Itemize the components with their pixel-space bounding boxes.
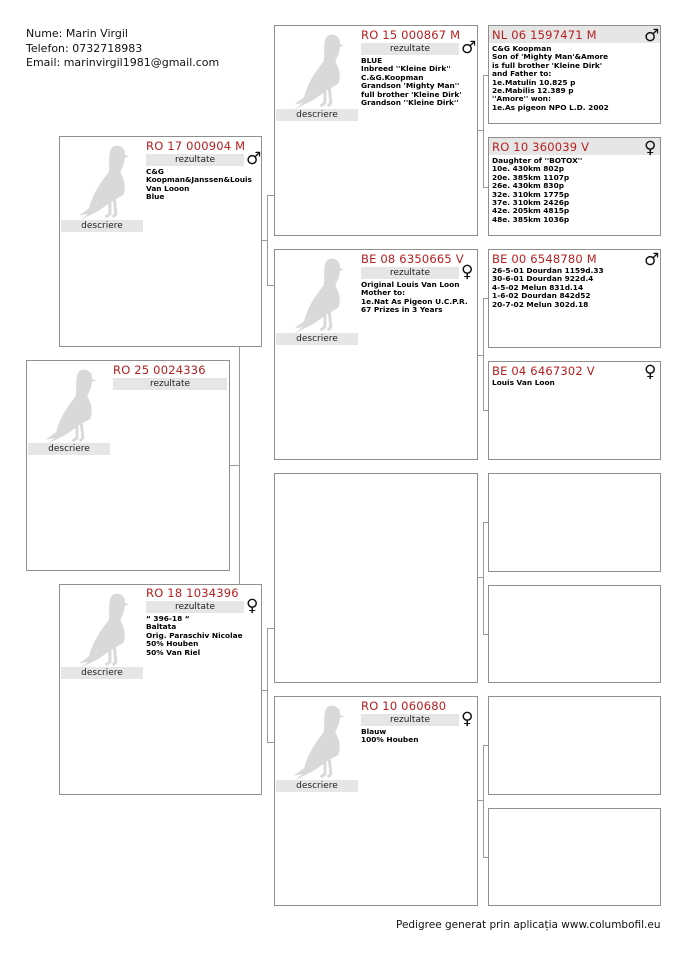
results-button[interactable]: rezultate [361, 714, 459, 726]
female-icon: ♀ [461, 709, 474, 729]
connector [267, 628, 268, 742]
male-icon: ♂ [246, 149, 262, 169]
pigeon-silhouette-icon [281, 703, 357, 783]
pedigree-card-dds[interactable] [488, 696, 661, 795]
connector [483, 522, 484, 634]
pigeon-details: Original Louis Van Loon Mother to: 1e.Nat As Pigeon U.C.P.R. 67 Prizes in 3 Years [361, 280, 468, 315]
connector [483, 75, 484, 187]
pigeon-details: BLUE Inbreed ''Kleine Dirk'' C.&G.Koopman Grandson 'Mighty Man'' full brother 'Kleine Dirk' Grandson ''Kleine Dirk'' [361, 56, 462, 108]
pigeon-details: “ 396-18 “ Baltata Orig. Paraschiv Nicolae 50% Houben 50% Van Riel [146, 614, 243, 657]
ring-number: RO 17 000904 M [146, 139, 246, 153]
female-icon: ♀ [246, 596, 259, 616]
connector [267, 195, 268, 285]
pedigree-card-dam-dam[interactable] [274, 696, 478, 906]
female-icon: ♀ [644, 138, 657, 158]
description-button[interactable]: descriere [61, 220, 143, 232]
connector [267, 628, 274, 629]
pigeon-details: Daughter of ''BOTOX'' 10e. 430km 802p 20e. 385km 1107p 26e. 430km 830p 32e. 310km 1775p 37e. 310km 2426p 42e. 205km 4815p 48e. 385km 1036p [492, 156, 583, 224]
connector [267, 285, 274, 286]
connector [483, 298, 484, 410]
results-button[interactable]: rezultate [113, 378, 227, 390]
results-button[interactable]: rezultate [146, 601, 244, 613]
pedigree-card-ddd[interactable] [488, 808, 661, 906]
pedigree-card-dsd[interactable] [488, 585, 661, 683]
pedigree-card-sds[interactable] [488, 249, 661, 348]
ring-number: NL 06 1597471 M [492, 28, 597, 42]
pigeon-details: Louis Van Loon [492, 378, 555, 387]
female-icon: ♀ [644, 362, 657, 382]
results-button[interactable]: rezultate [146, 154, 244, 166]
description-button[interactable]: descriere [28, 443, 110, 455]
description-button[interactable]: descriere [276, 109, 358, 121]
pedigree-card-dam[interactable] [59, 584, 262, 795]
pigeon-silhouette-icon [66, 591, 142, 671]
pedigree-card-sdd[interactable] [488, 361, 661, 460]
connector [230, 465, 239, 466]
pedigree-card-sire-sire[interactable] [274, 25, 478, 236]
results-button[interactable]: rezultate [361, 267, 459, 279]
pedigree-card-dam-sire[interactable] [274, 473, 478, 683]
description-button[interactable]: descriere [276, 333, 358, 345]
pedigree-card-ssd[interactable] [488, 137, 661, 236]
description-button[interactable]: descriere [61, 667, 143, 679]
male-icon: ♂ [644, 26, 660, 46]
results-button[interactable]: rezultate [361, 43, 459, 55]
pigeon-silhouette-icon [281, 32, 357, 112]
owner-info [26, 27, 219, 71]
male-icon: ♂ [644, 250, 660, 270]
ring-number: RO 18 1034396 [146, 586, 239, 600]
description-button[interactable]: descriere [276, 780, 358, 792]
ring-number: BE 00 6548780 M [492, 252, 597, 266]
owner-phone: Telefon: 0732718983 [26, 41, 143, 55]
pigeon-silhouette-icon [33, 367, 109, 447]
ring-number: BE 08 6350665 V [361, 252, 464, 266]
pedigree-card-sire-dam[interactable] [274, 249, 478, 460]
connector [267, 742, 274, 743]
connector [267, 195, 274, 196]
pigeon-details: C&G Koopman&Janssen&Louis Van Looon Blue [146, 167, 252, 202]
connector [483, 745, 484, 857]
pigeon-silhouette-icon [66, 143, 142, 223]
pigeon-details: 26-5-01 Dourdan 1159d.33 30-6-01 Dourdan 922d.4 4-5-02 Melun 831d.14 1-6-02 Dourdan 842d52 20-7-02 Melun 302d.18 [492, 266, 604, 309]
pigeon-silhouette-icon [281, 256, 357, 336]
owner-email[interactable]: Email: marinvirgil1981@gmail.com [26, 56, 220, 69]
ring-number: RO 10 360039 V [492, 140, 590, 154]
female-icon: ♀ [461, 262, 474, 282]
ring-number: RO 10 060680 [361, 699, 447, 713]
pedigree-card-sss[interactable] [488, 25, 661, 124]
ring-number: RO 15 000867 M [361, 28, 461, 42]
pigeon-details: C&G Koopman Son of 'Mighty Man'&Amore is full brother 'Kleine Dirk' and Father to: 1e.Matulin 10.825 p 2e.Mabilis 12.389 p ''Amore'' won: 1e.As pigeon NPO L.D. 2002 [492, 44, 609, 112]
pedigree-card-main[interactable] [26, 360, 230, 571]
ring-number: BE 04 6467302 V [492, 364, 595, 378]
male-icon: ♂ [461, 38, 477, 58]
pigeon-details: Blauw 100% Houben [361, 727, 419, 745]
ring-number: RO 25 0024336 [113, 363, 206, 377]
pedigree-card-dss[interactable] [488, 473, 661, 572]
footer-credit: Pedigree generat prin aplicația www.columbofil.eu [396, 919, 661, 931]
owner-name: Nume: Marin Virgil [26, 27, 128, 40]
pedigree-card-sire[interactable] [59, 136, 262, 347]
